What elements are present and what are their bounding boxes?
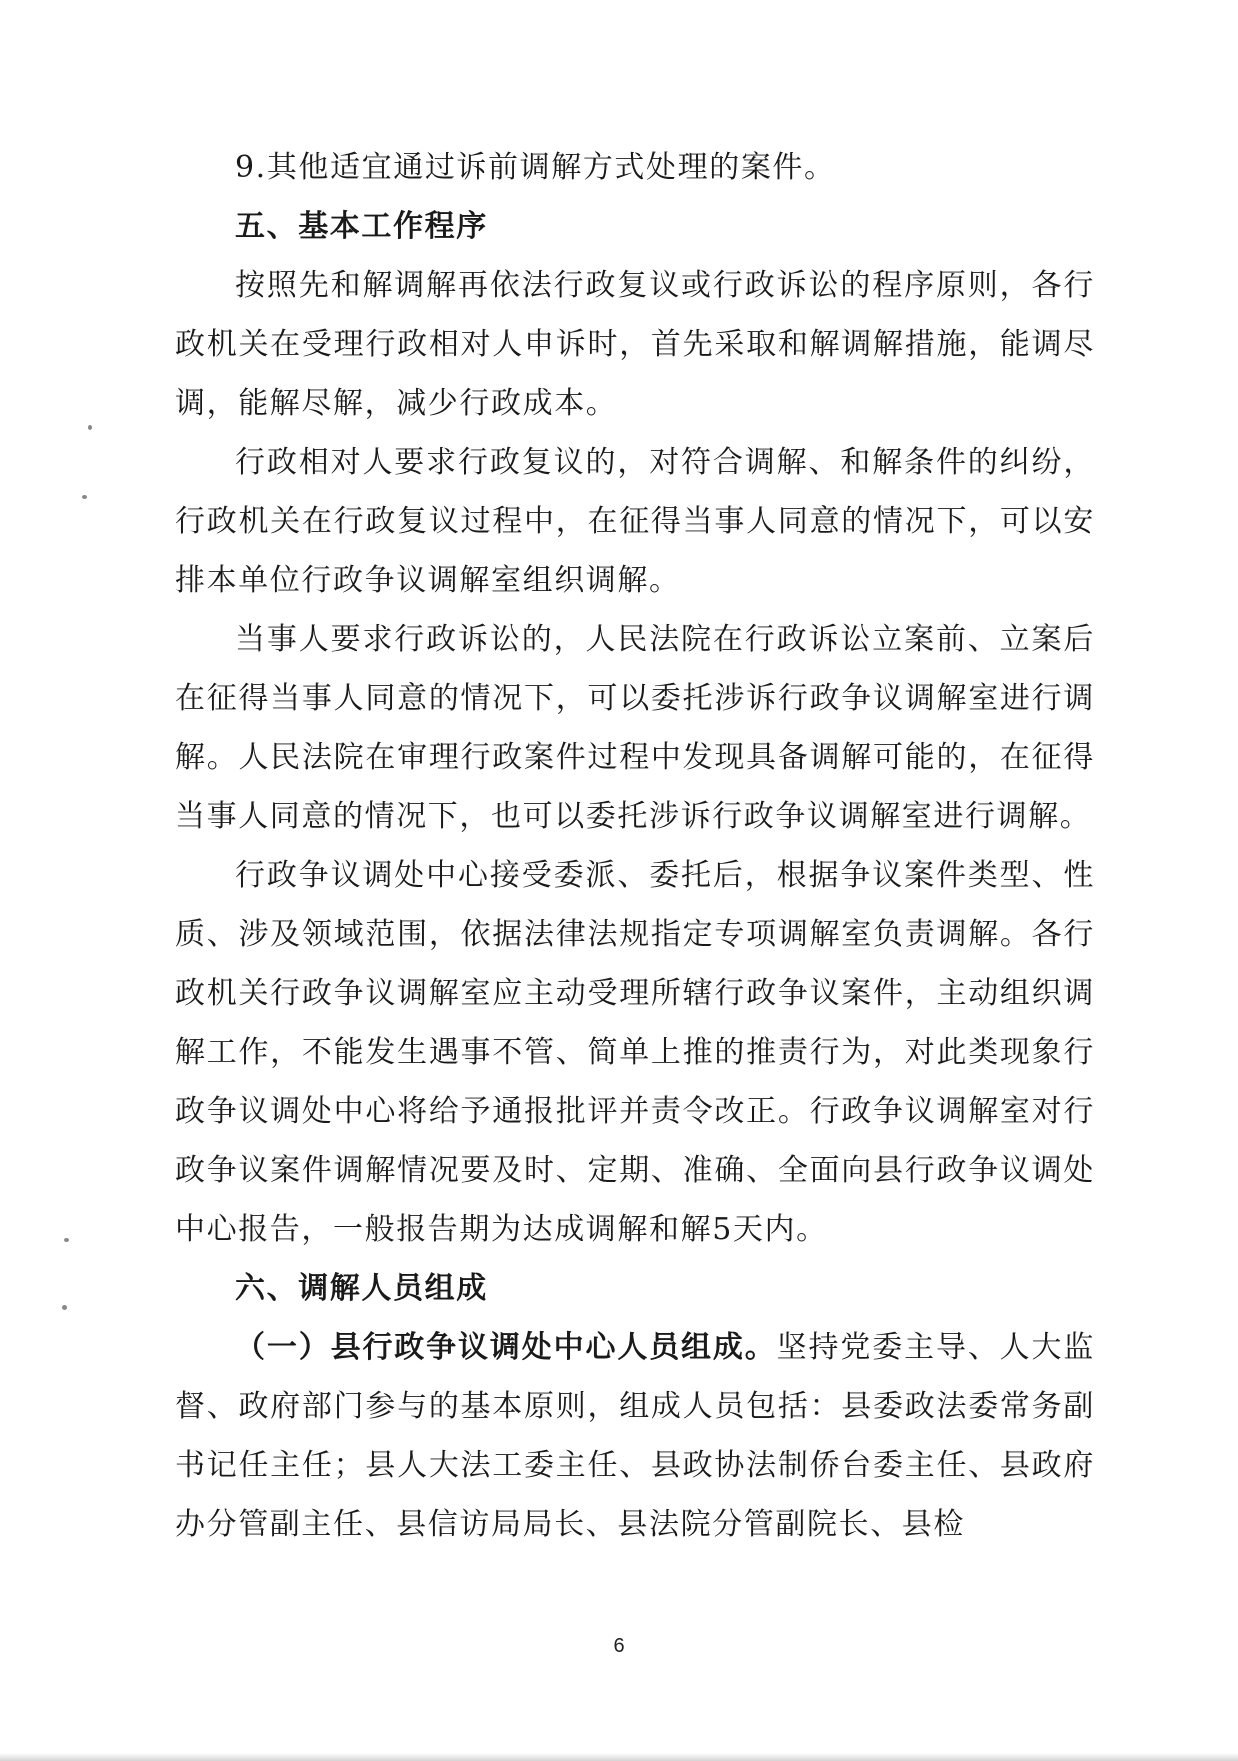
paragraph-administrative-litigation: 当事人要求行政诉讼的，人民法院在行政诉讼立案前、立案后在征得当事人同意的情况下，可以委托涉诉行政争议调解室进行调解。人民法院在审理行政案件过程中发现具备调解可能的，在征得当事人同意的情况下，也可以委托涉诉行政争议调解室进行调解。	[175, 622, 1095, 834]
paragraph-mediation-center: 行政争议调处中心接受委派、委托后，根据争议案件类型、性质、涉及领域范围，依据法律法规指定专项调解室负责调解。各行政机关行政争议调解室应主动受理所辖行政争议案件，主动组织调解工作，不能发生遇事不管、简单上推的推责行为，对此类现象行政争议调处中心将给予通报批评并责令改正。行政争议调解室对行政争议案件调解情况要及时、定期、准确、全面向县行政争议调处中心报告，一般报告期为达成调解和解5天内。	[175, 858, 1095, 1247]
scan-speck	[64, 1238, 69, 1242]
paragraph-procedure-principle: 按照先和解调解再依法行政复议或行政诉讼的程序原则，各行政机关在受理行政相对人申诉时，首先采取和解调解措施，能调尽调，能解尽解，减少行政成本。	[175, 268, 1095, 421]
scan-speck	[88, 425, 92, 430]
paragraph-administrative-review: 行政相对人要求行政复议的，对符合调解、和解条件的纠纷，行政机关在行政复议过程中，在征得当事人同意的情况下，可以安排本单位行政争议调解室组织调解。	[175, 445, 1095, 598]
scan-speck	[62, 1305, 67, 1310]
page-number: 6	[613, 1635, 625, 1657]
scan-speck	[82, 495, 87, 499]
section-heading-5: 五、基本工作程序	[235, 209, 488, 244]
paragraph-center-composition	[175, 1318, 1095, 1554]
scan-edge-shadow	[0, 1753, 1238, 1761]
document-body	[175, 138, 1095, 1554]
section-heading-6: 六、调解人员组成	[235, 1271, 488, 1306]
subsection-text: 坚持党委主导、人大监督、政府部门参与的基本原则，组成人员包括：县委政法委常务副书记任主任；县人大法工委主任、县政协法制侨台委主任、县政府办分管副主任、县信访局局长、县法院分管副院长、县检	[175, 1330, 1096, 1542]
paragraph-item-9: 9.其他适宜通过诉前调解方式处理的案件。	[235, 150, 836, 185]
subsection-lead: （一）县行政争议调处中心人员组成。	[235, 1330, 777, 1365]
